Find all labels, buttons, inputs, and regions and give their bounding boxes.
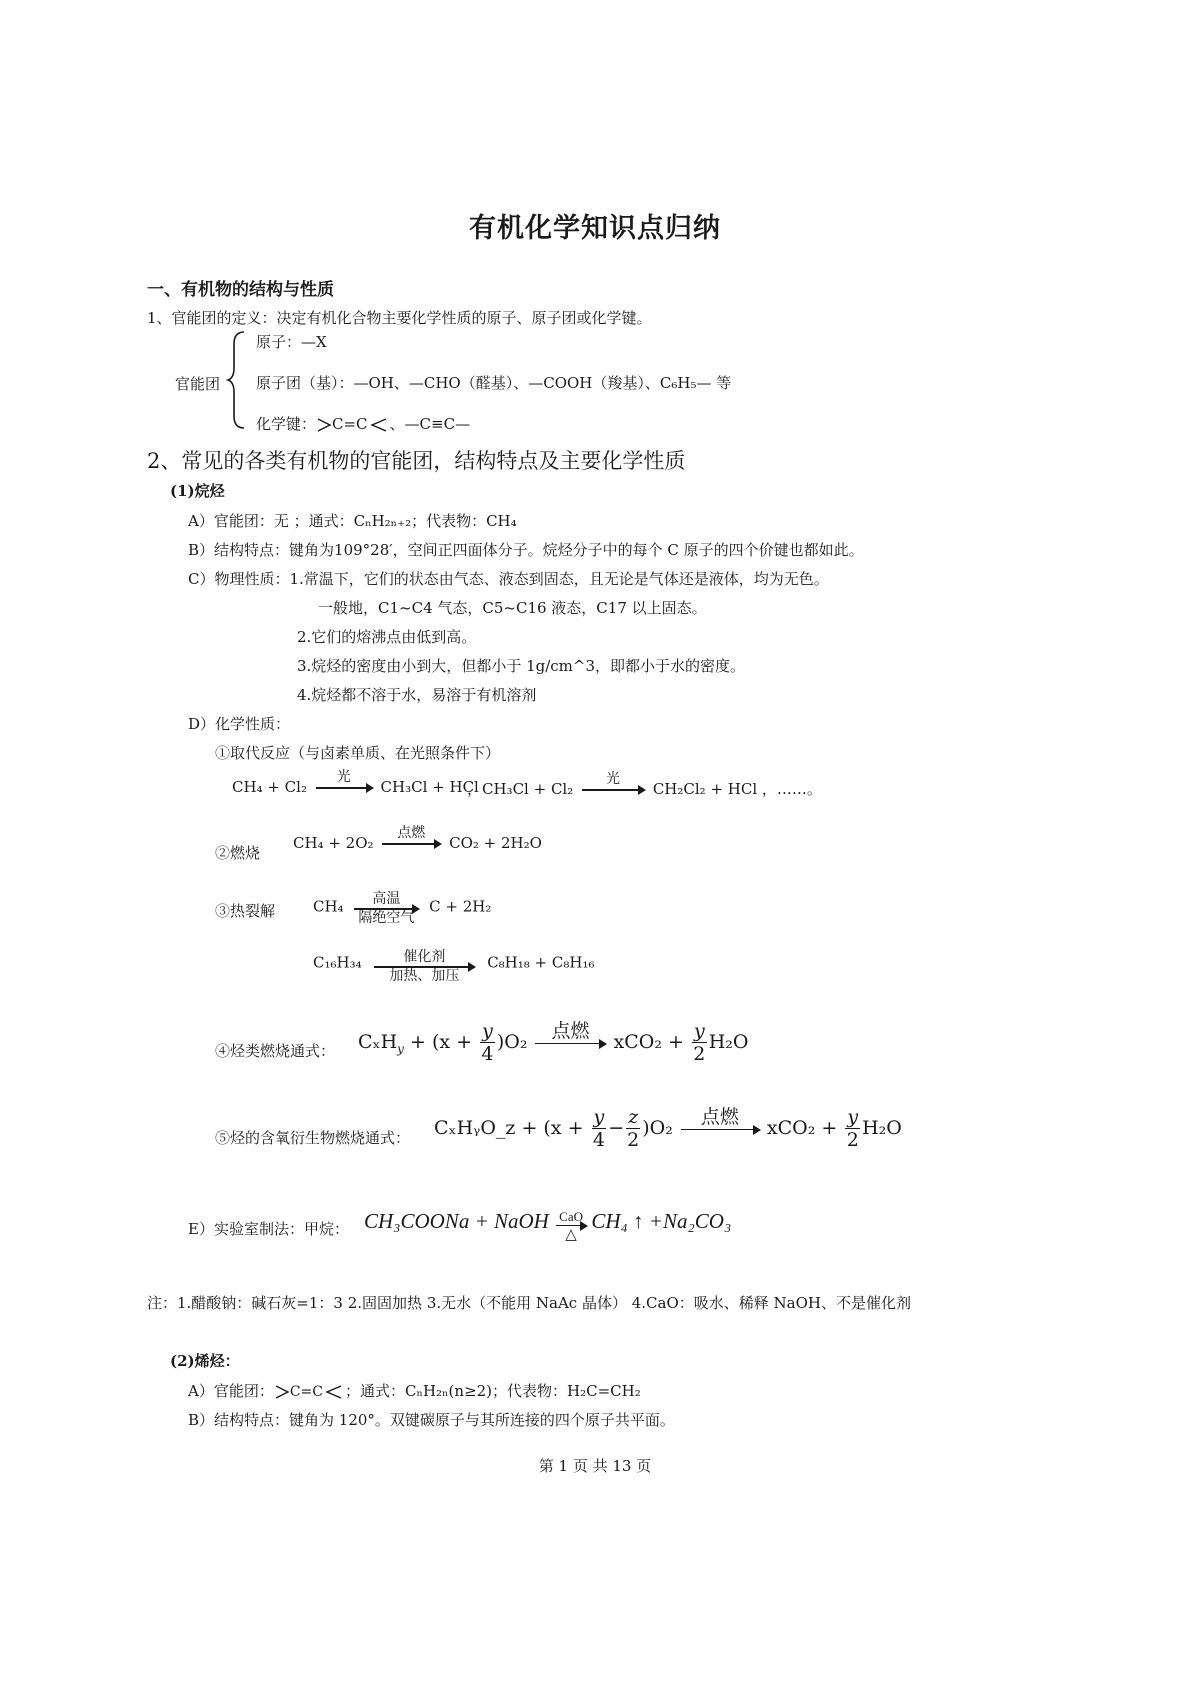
reaction-arrow xyxy=(582,772,644,791)
e-right: CH₄ ↑ +Na₂CO₃ xyxy=(591,1208,732,1233)
formula-hydrocarbon-combustion xyxy=(358,1019,749,1065)
d5-o2: )O₂ xyxy=(642,1117,673,1139)
d4-label: ④烃类燃烧通式： xyxy=(215,1042,336,1060)
d2-left: CH₄ + 2O₂ xyxy=(293,834,374,852)
d5-minus: − xyxy=(608,1117,625,1139)
fg-bond-prefix: 化学键： xyxy=(256,415,317,433)
page-title: 有机化学知识点归纳 xyxy=(469,213,721,244)
d5-rhs1: xCO₂ + xyxy=(766,1117,838,1139)
alkene-a xyxy=(188,1380,641,1401)
d3b-left: C₁₆H₃₄ xyxy=(313,953,362,972)
reaction-arrow xyxy=(374,950,474,985)
d2-condition: 点燃 xyxy=(397,825,426,842)
double-bond-right-icon xyxy=(368,417,390,433)
double-bond-left-icon xyxy=(316,417,332,433)
e-cond-top: CaO xyxy=(559,1209,583,1224)
double-bond-left-icon xyxy=(274,1384,290,1400)
alkene-a-prefix: A）官能团： xyxy=(188,1382,274,1400)
formula-lab-preparation xyxy=(364,1206,732,1244)
reaction-pyrolysis-1 xyxy=(313,890,491,925)
fg-bond-rest: 、—C≡C— xyxy=(389,415,471,433)
section-1-heading: 一、有机物的结构与性质 xyxy=(147,280,334,300)
d4-o2: )O₂ xyxy=(496,1031,528,1053)
fg-definition: 1、官能团的定义：决定有机化合物主要化学性质的原子、原子团或化学键。 xyxy=(147,309,652,327)
alkane-a: A）官能团：无 ；通式：CₙH₂ₙ₊₂；代表物：CH₄ xyxy=(188,512,517,530)
reaction-arrow xyxy=(316,770,372,789)
d3b-cond-bottom: 加热、加压 xyxy=(389,968,460,985)
r2-condition: 光 xyxy=(606,771,621,788)
d4-rhs1: xCO₂ + xyxy=(613,1031,684,1053)
reaction-arrow xyxy=(535,1021,605,1045)
r2-left: ，CH₃Cl + Cl₂ xyxy=(467,780,574,798)
fg-bond xyxy=(256,413,470,434)
fraction-y-over-4: $\frac{y}{4}$ xyxy=(592,1106,605,1151)
fg-group: 原子团（基）：—OH、—CHO（醛基）、—COOH（羧基）、C₆H₅— 等 xyxy=(256,374,732,392)
note: 注：1.醋酸钠：碱石灰=1：3 2.固固加热 3.无水（不能用 NaAc 晶体） 4.CaO：吸水、稀释 NaOH、不是催化剂 xyxy=(147,1294,911,1312)
d5-condition: 点燃 xyxy=(700,1105,739,1128)
reaction-arrow xyxy=(681,1107,759,1131)
page-footer: 第 1 页 共 13 页 xyxy=(538,1457,652,1475)
fg-label: 官能团 xyxy=(175,375,221,393)
double-bond-right-icon xyxy=(323,1384,345,1400)
d4-condition: 点燃 xyxy=(551,1019,590,1042)
fraction-y-over-2: $\frac{y}{2}$ xyxy=(693,1020,706,1065)
alkane-d1: ①取代反应（与卤素单质、在光照条件下） xyxy=(215,744,501,762)
formula-derivative-combustion xyxy=(434,1105,902,1151)
fraction-y-over-2: $\frac{y}{2}$ xyxy=(846,1106,859,1151)
fg-atom: 原子：—X xyxy=(256,333,327,351)
d4-plus: + (x + xyxy=(410,1031,473,1053)
reaction-arrow xyxy=(556,1210,586,1244)
r1-left: CH₄ + Cl₂ xyxy=(232,778,307,796)
d4-rhs2: H₂O xyxy=(708,1031,749,1053)
fraction-z-over-2: $\frac{z}{2}$ xyxy=(627,1106,640,1151)
r1-condition: 光 xyxy=(336,769,351,786)
alkene-b: B）结构特点：键角为 120°。双键碳原子与其所连接的四个原子共平面。 xyxy=(188,1411,675,1429)
alkane-c3: 3.烷烃的密度由小到大，但都小于 1g/cm^3，即都小于水的密度。 xyxy=(297,657,746,675)
reaction-substitution-2 xyxy=(467,771,822,800)
alkane-heading: (1)烷烃 xyxy=(170,482,225,500)
e-cond-bottom: △ xyxy=(565,1227,577,1244)
d3b-right: C₈H₁₈ + C₈H₁₆ xyxy=(487,953,595,972)
d3-cond-top: 高温 xyxy=(372,891,401,907)
alkane-b: B）结构特点：键角为109°28′，空间正四面体分子。烷烃分子中的每个 C 原子的四个价键也都如此。 xyxy=(188,541,864,559)
d3b-cond-top: 催化剂 xyxy=(403,949,446,965)
reaction-pyrolysis-2 xyxy=(313,946,595,985)
alkane-c1b: 一般地，C1~C4 气态，C5~C16 液态，C17 以上固态。 xyxy=(318,599,707,617)
d4-y-sub: y xyxy=(397,1041,404,1056)
alkane-c2: 2.它们的熔沸点由低到高。 xyxy=(297,628,477,646)
alkene-a-cc: C=C xyxy=(289,1384,323,1400)
d2-label: ②燃烧 xyxy=(215,844,261,862)
d4-lhs: CₓH xyxy=(358,1031,398,1053)
fraction-y-over-4: $\frac{y}{4}$ xyxy=(481,1020,494,1065)
d5-rhs2: H₂O xyxy=(862,1117,902,1139)
d3-label: ③热裂解 xyxy=(215,902,276,920)
fg-bond-cc: C=C xyxy=(332,415,368,433)
alkene-heading: (2)烯烃： xyxy=(170,1352,240,1370)
reaction-substitution-1 xyxy=(232,769,479,798)
d2-right: CO₂ + 2H₂O xyxy=(449,834,542,852)
reaction-arrow xyxy=(354,892,418,927)
d5-lhs: CₓHᵧO_z + (x + xyxy=(434,1117,584,1139)
e-label: E）实验室制法：甲烷： xyxy=(188,1220,349,1238)
d3-cond-bottom: 隔绝空气 xyxy=(358,910,415,927)
alkene-a-suffix: ；通式：CₙH₂ₙ(n≥2)；代表物：H₂C=CH₂ xyxy=(345,1382,641,1400)
r1-right: CH₃Cl + HCl xyxy=(380,778,479,796)
brace-icon xyxy=(226,330,248,430)
r2-right: CH₂Cl₂ + HCl ，……。 xyxy=(652,780,822,798)
d5-label: ⑤烃的含氧衍生物燃烧通式： xyxy=(215,1129,411,1147)
d3-right: C + 2H₂ xyxy=(429,897,492,916)
reaction-combustion xyxy=(293,825,542,854)
reaction-arrow xyxy=(382,826,440,845)
alkane-c4: 4.烷烃都不溶于水，易溶于有机溶剂 xyxy=(297,686,537,704)
alkane-d: D）化学性质： xyxy=(188,715,291,733)
alkane-c1: C）物理性质：1.常温下，它们的状态由气态、液态到固态，且无论是气体还是液体，均为无色。 xyxy=(188,570,829,588)
section-2-heading: 2、常见的各类有机物的官能团，结构特点及主要化学性质 xyxy=(147,449,686,473)
e-left: CH₃COONa + NaOH xyxy=(364,1208,549,1233)
d3-left: CH₄ xyxy=(313,897,344,916)
